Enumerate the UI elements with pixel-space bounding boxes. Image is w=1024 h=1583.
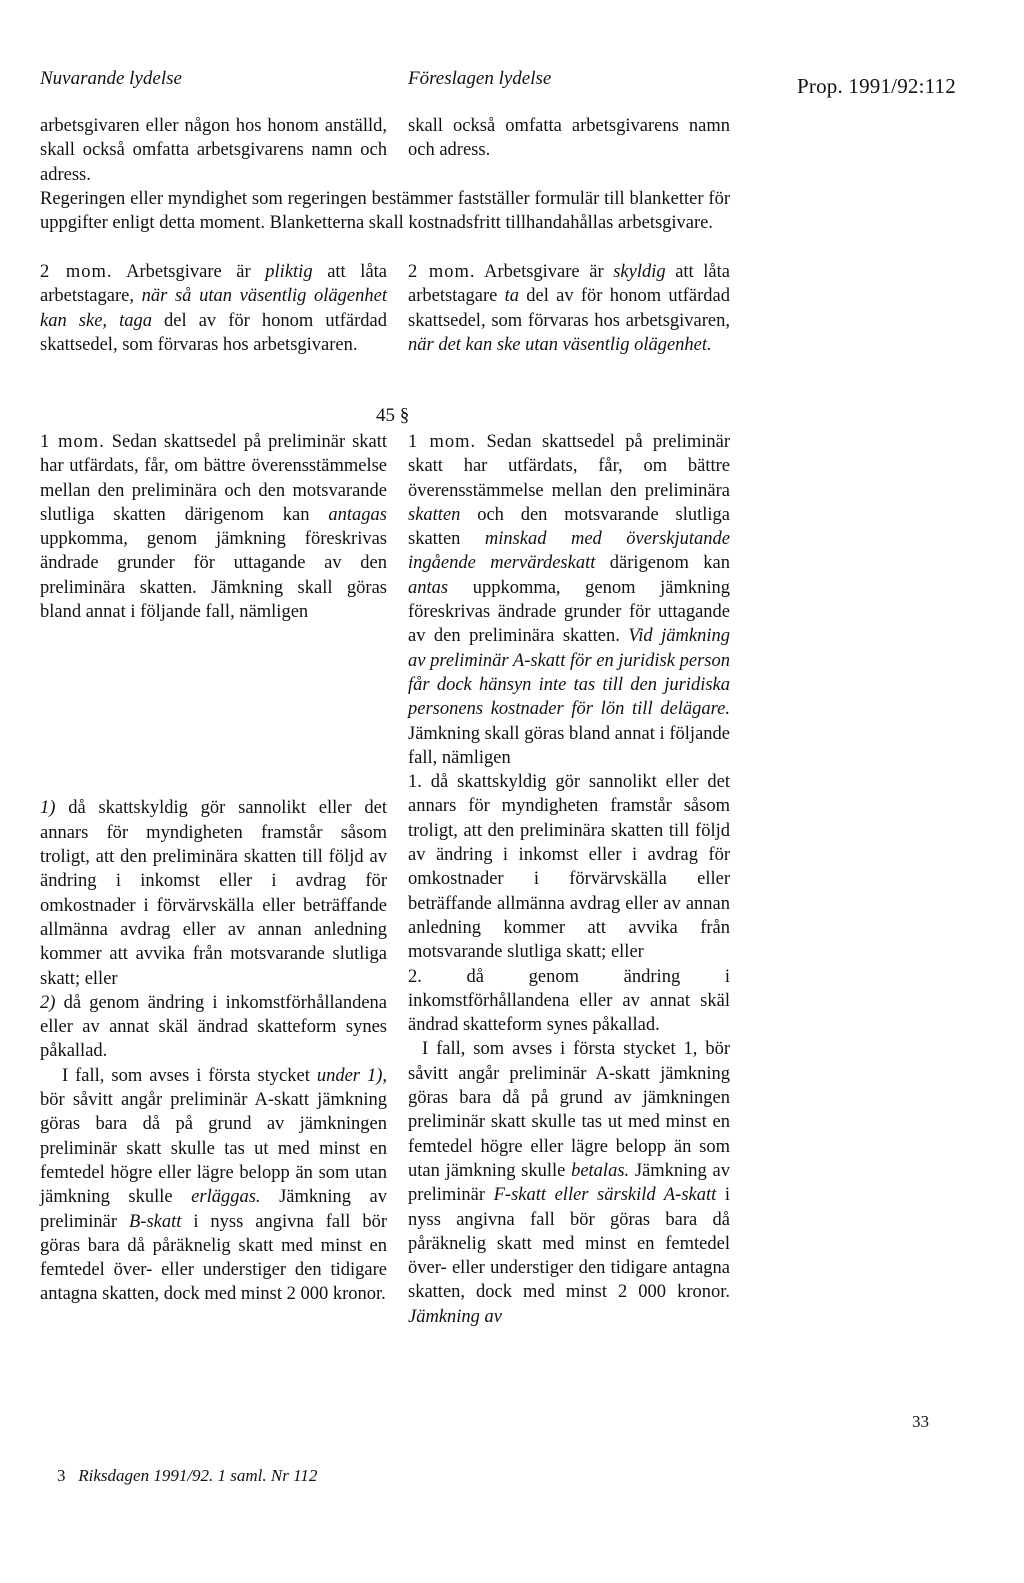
mom2-left-d: när så utan väsentlig olägenhet kan ske, taga xyxy=(40,286,387,331)
item2-right-text: då genom ändring i inkomstförhållandena eller av annat skäl ändrad skatteform synes påkallad. xyxy=(408,966,730,1036)
mom1-right-h: Vid jämkning av preliminär A-skatt för en juridisk person får dock hänsyn inte tas till den juridiska personens kostnader för lön till delägare. xyxy=(408,626,730,720)
mom2-left-label: 2 mom. xyxy=(40,262,113,282)
mom1-right-column xyxy=(408,430,730,1329)
mom1-right-d: minskad med överskjutande ingående mervärdeskatt xyxy=(408,529,731,574)
mom2-right-f: när det kan ske utan väsentlig olägenhet. xyxy=(408,334,712,355)
mom1-right-g: uppkomma, genom jämkning föreskrivas ändrade grunder för uttagande av den preliminära skatten. xyxy=(408,577,730,647)
closing-right-f: Jämkning av xyxy=(408,1306,503,1327)
item1-left-num: 1) xyxy=(40,798,56,819)
intro-right-text: skall också omfatta arbetsgivarens namn och adress. xyxy=(408,116,730,161)
prop-reference: Prop. 1991/92:112 xyxy=(797,74,956,98)
mom2-right-a: Arbetsgivare är xyxy=(484,262,614,282)
mom2-left xyxy=(40,260,387,357)
mom2-right-e: del av för honom utfärdad skattsedel, som förvaras hos arbetsgivaren, xyxy=(408,286,730,331)
mom1-left-c: uppkomma, genom jämkning föreskrivas ändrade grunder för uttagande av den preliminära skatten. Jämkning skall göras bland annat i följande fall, nämligen xyxy=(40,529,387,623)
mom1-left-column xyxy=(40,430,387,1307)
closing-right-d: F-skatt eller särskild A-skatt xyxy=(493,1185,717,1206)
item1-left-text: då skattskyldig gör sannolikt eller det annars för myndigheten framstår såsom troligt, att den preliminära skatten till följd av ändring i inkomst eller i avdrag för omkostnader i förvärvskälla eller beträffande allmänna avdrag eller av annan anledning kommer att avvika från motsvarande slutliga skatt; eller xyxy=(40,798,387,989)
item2-left-num: 2) xyxy=(40,992,56,1013)
mom2-left-b: pliktig xyxy=(265,262,313,282)
closing-right-c: Jämkning av preliminär xyxy=(408,1160,730,1206)
mom2-right-c: att låta arbetstagare xyxy=(408,262,730,307)
closing-left-c: bör såvitt angår preliminär A-skatt jämkning göras bara då på grund av jämkningen preliminär skatt skulle tas ut med minst en femtedel högre eller lägre belopp än som utan jämkning skulle xyxy=(40,1090,387,1208)
intro-right xyxy=(408,114,730,163)
mom1-right-f: antas xyxy=(408,577,449,598)
item2-right-num: 2. xyxy=(408,966,422,987)
intro-full-text: Regeringen eller myndighet som regeringen bestämmer fastställer formulär till blanketter för uppgifter enligt detta moment. Blanketterna skall kostnadsfritt tillhandahållas arbetsgivare. xyxy=(40,189,730,234)
mom1-left-label: 1 mom. xyxy=(40,432,105,452)
mom1-right-i: Jämkning skall göras bland annat i följande fall, nämligen xyxy=(408,723,730,768)
mom2-left-a: Arbetsgivare är xyxy=(126,262,266,282)
closing-left-b: under 1), xyxy=(316,1065,387,1086)
mom1-left-a: Sedan skattsedel på preliminär skatt har utfärdats, får, om bättre överensstämmelse mellan den preliminära och den motsvarande slutliga skatten därigenom kan xyxy=(40,432,388,525)
page-number: 33 xyxy=(912,1412,929,1431)
section-heading: 45 § xyxy=(376,405,410,426)
item1-right-num: 1. xyxy=(408,772,422,793)
item1-right-text: då skattskyldig gör sannolikt eller det annars för myndigheten framstår såsom troligt, att den preliminära skatten till följd av ändring i inkomst eller i avdrag för omkostnader i förvärvskälla eller beträffande allmänna avdrag eller av annan anledning kommer att avvika från motsvarande slutliga skatt; eller xyxy=(408,772,730,963)
column-header-proposed: Föreslagen lydelse xyxy=(408,68,552,89)
mom2-right-b: skyldig xyxy=(613,262,666,282)
closing-left-g: i nyss angivna fall bör göras bara då påräknelig skatt med minst en femtedel över- eller understiger den tidigare antagna skatten, dock med minst 2 000 kronor. xyxy=(40,1211,387,1305)
mom1-right-label: 1 mom. xyxy=(408,432,477,452)
mom1-right-a: Sedan skattsedel på preliminär skatt har utfärdats, får, om bättre överensstämmelse mellan den preliminära xyxy=(408,432,730,501)
closing-right-a: I fall, som avses i första stycket 1, bör såvitt angår preliminär A-skatt jämkning göras bara då på grund av jämkningen preliminär skatt skulle tas ut med minst en femtedel högre eller lägre belopp än som utan jämkning skulle xyxy=(408,1039,730,1181)
mom1-right-b: skatten xyxy=(408,504,461,525)
mom2-right-d: ta xyxy=(504,286,520,307)
footer xyxy=(57,1466,317,1486)
mom2-left-e: del av för honom utfärdad skattsedel, som förvaras hos arbetsgivaren. xyxy=(40,310,387,355)
footer-text: Riksdagen 1991/92. 1 saml. Nr 112 xyxy=(78,1466,318,1485)
mom2-left-c: att låta arbetstagare, xyxy=(40,262,388,307)
column-header-current: Nuvarande lydelse xyxy=(40,68,182,89)
mom1-right-c: och den motsvarande slutliga skatten xyxy=(408,504,730,550)
mom2-right xyxy=(408,260,730,357)
closing-left-f: B-skatt xyxy=(129,1211,182,1232)
closing-right-b: betalas. xyxy=(571,1160,630,1181)
closing-right-e: i nyss angivna fall bör göras bara då påräknelig skatt med minst en femtedel över- eller understiger den tidigare antagna skatten, dock med minst 2 000 kronor. xyxy=(408,1185,731,1303)
item2-left-text: då genom ändring i inkomstförhållandena eller av annat skäl ändrad skatteform synes påkallad. xyxy=(40,992,387,1062)
closing-left-d: erläggas. xyxy=(191,1187,261,1208)
footer-num: 3 xyxy=(57,1466,66,1485)
intro-left xyxy=(40,114,387,187)
mom2-right-label: 2 mom. xyxy=(408,262,476,282)
intro-full-paragraph xyxy=(40,187,730,236)
intro-left-text: arbetsgivaren eller någon hos honom anställd, skall också omfatta arbetsgivarens namn och adress. xyxy=(40,116,387,185)
closing-left-a: I fall, som avses i första stycket xyxy=(62,1065,317,1086)
mom1-left-b: antagas xyxy=(328,504,387,525)
closing-left-e: Jämkning av preliminär xyxy=(40,1187,388,1232)
mom1-right-e: därigenom kan xyxy=(595,553,731,574)
